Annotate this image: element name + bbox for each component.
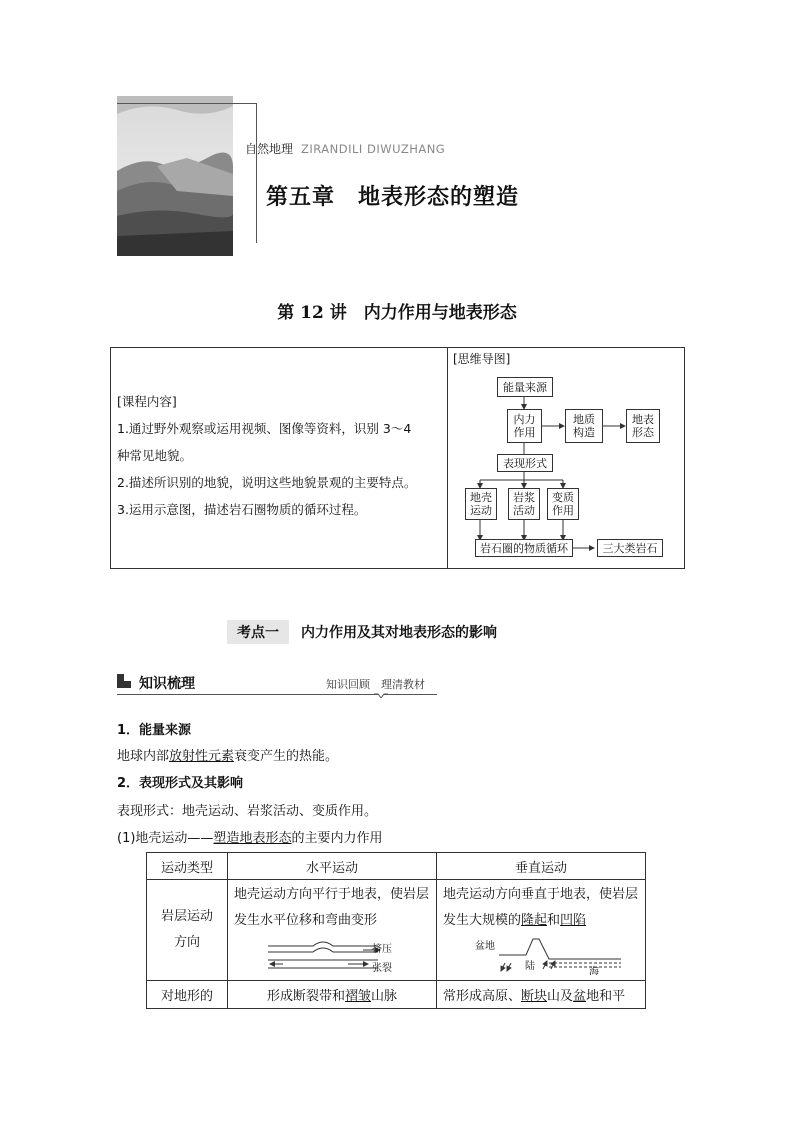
lecture-title: 第 12 讲 内力作用与地表形态 [277,303,517,323]
knowledge-rule [117,694,437,695]
series-label [245,140,445,157]
mindmap-connectors [447,347,685,569]
table-header: 运动类型 [147,853,228,880]
para-forms: 表现形式：地壳运动、岩浆活动、变质作用。 [117,804,378,819]
series-pinyin: ZIRANDILI DIWUZHANG [301,142,446,156]
mindmap-metamorphism: 变质 作用 [547,488,579,520]
row-label-effect: 对地形的 [147,981,228,1009]
heading-forms: 2．表现形式及其影响 [117,776,244,791]
label-basin: 盆地 [475,941,495,952]
row-label-direction: 岩层运动 方向 [147,880,228,981]
para-energy: 地球内部放射性元素衰变产生的热能。 [117,749,339,764]
knowledge-rule-notch [374,690,388,698]
uplift-diagram [471,935,621,975]
section-title: 内力作用及其对地表形态的影响 [301,624,497,641]
mindmap-crust-movement: 地壳 运动 [465,488,497,520]
course-content [117,388,445,523]
chapter-title: 第五章 地表形态的塑造 [266,185,520,210]
mindmap-magma: 岩浆 活动 [508,488,540,520]
para-crust: (1)地壳运动——塑造地表形态的主要内力作用 [117,831,383,846]
mindmap-internal-force: 内力 作用 [507,409,542,443]
label-tension: 张裂 [372,963,392,974]
mindmap-landform: 地表 形态 [626,409,660,443]
underlined-term: 放射性元素 [169,749,235,764]
mindmap-rock-cycle: 岩石圈的物质循环 [475,539,573,557]
mindmap-geo-structure: 地质 构造 [565,409,603,443]
course-heading: [课程内容] [117,394,177,409]
mindmap-heading: [思维导图] [453,352,511,366]
series-name: 自然地理 [245,142,294,156]
heading-energy: 1．能量来源 [117,723,192,738]
vertical-desc: 地壳运动方向垂直于地表，使岩层发生大规模的隆起和凹陷 [443,887,639,928]
label-compress: 挤压 [372,944,392,955]
course-line: 种常见地貌。 [117,448,193,463]
horizontal-effect: 形成断裂带和褶皱山脉 [228,981,437,1009]
knowledge-icon-cut [124,674,131,681]
section-heading [227,619,497,644]
header-frame [117,103,257,243]
knowledge-subtitle: 知识回顾 理清教材 [326,678,425,691]
vertical-effect: 常形成高原、断块山及盆地和平 [437,981,646,1009]
section-tag: 考点一 [227,620,289,644]
fold-diagram [268,938,408,974]
mindmap-energy: 能量来源 [497,377,553,397]
course-line: 2.描述所识别的地貌，说明这些地貌景观的主要特点。 [117,475,417,490]
label-land: 陆 [525,961,535,972]
knowledge-title: 知识梳理 [139,676,195,692]
course-line: 3.运用示意图，描述岩石圈物质的循环过程。 [117,502,367,517]
mindmap-three-rocks: 三大类岩石 [597,539,663,557]
crust-movement-table [146,852,646,1009]
horizontal-cell [228,880,437,981]
horizontal-desc: 地壳运动方向平行于地表，使岩层发生水平位移和弯曲变形 [234,887,430,928]
course-line: 1.通过野外观察或运用视频、图像等资料，识别 3～4 [117,421,412,436]
label-sea: 海 [589,967,599,975]
mindmap-forms: 表现形式 [497,454,553,472]
vertical-cell [437,880,646,981]
table-header: 水平运动 [228,853,437,880]
table-header: 垂直运动 [437,853,646,880]
